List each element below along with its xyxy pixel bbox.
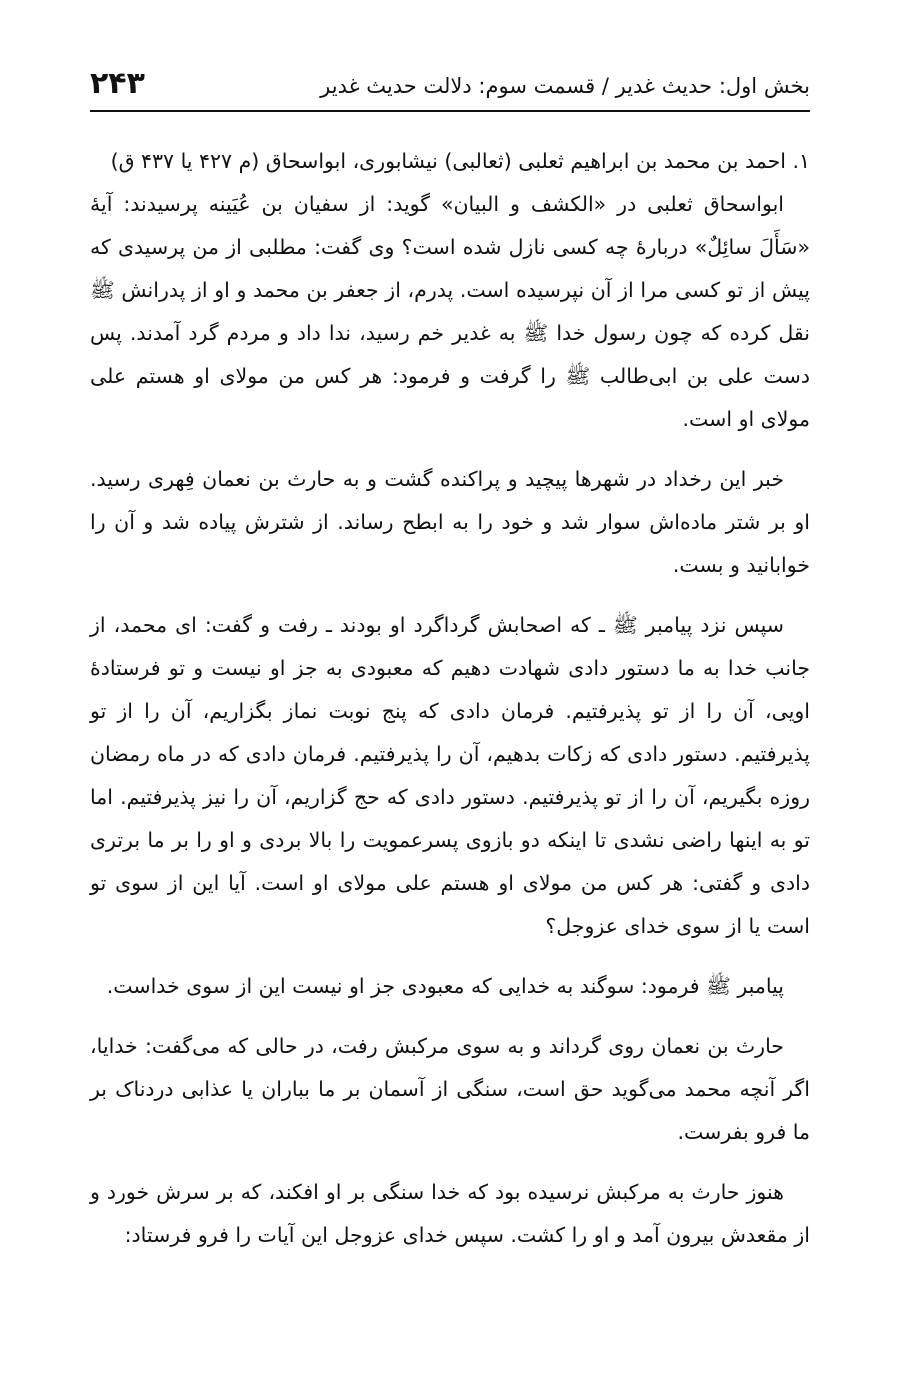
paragraph-1: ابواسحاق ثعلبی در «الکشف و البیان» گوید: از سفیان بن عُیَینه پرسیدند: آیهٔ «سَأَلَ سائِلٌ» دربارهٔ چه کسی نازل شده است؟ وی گفت: مطلبی از من پرسیدی که پیش از تو کسی مرا از آن نپرسیده است. پدرم، از جعفر بن محمد و او از پدرانش ﷺ نقل کرده که چون رسول خدا ﷺ به غدیر خم رسید، ندا داد و مردم گرد آمدند. پس دست علی بن ابی‌طالب ﷺ را گرفت و فرمود: هر کس من مولای او هستم علی مولای او است. bbox=[90, 192, 810, 431]
paragraph-2: خبر این رخداد در شهرها پیچید و پراکنده گشت و به حارث بن نعمان فِهری رسید. او بر شتر ماده‌اش سوار شد و خود را به ابطح رساند. از شترش پیاده شد و آن را خوابانید و بست. bbox=[90, 467, 810, 577]
paragraph-4: پیامبر ﷺ فرمود: سوگند به خدایی که معبودی جز او نیست این از سوی خداست. bbox=[106, 974, 784, 998]
header-title: بخش اول: حدیث غدیر / قسمت سوم: دلالت حدیث غدیر bbox=[320, 74, 810, 98]
paragraph-3: سپس نزد پیامبر ﷺ ـ که اصحابش گرداگرد او بودند ـ رفت و گفت: ای محمد، از جانب خدا به ما دستور دادی شهادت دهیم که معبودی به جز او نیست و تو فرستادهٔ اویی، آن را از تو پذیرفتیم. فرمان دادی که پنج نوبت نماز بگزاریم، آن را از تو پذیرفتیم. دستور دادی که زکات بدهیم، آن را پذیرفتیم. فرمان دادی که در ماه رمضان روزه بگیریم، آن را از تو پذیرفتیم. دستور دادی که حج گزاریم، آن را نیز پذیرفتیم. اما تو به اینها راضی نشدی تا اینکه دو بازوی پسرعمویت را بالا بردی و او را بر ما برتری دادی و گفتی: هر کس من مولای او هستم علی مولای او است. آیا این از سوی تو است یا از سوی خدای عزوجل؟ bbox=[90, 613, 810, 938]
page-body bbox=[90, 140, 810, 1274]
paragraph-5: حارث بن نعمان روی گرداند و به سوی مرکبش رفت، در حالی که می‌گفت: خدایا، اگر آنچه محمد می‌گوید حق است، سنگی از آسمان بر ما بباران یا عذابی دردناک بر ما فرو بفرست. bbox=[90, 1034, 810, 1144]
source-citation: ۱. احمد بن محمد بن ابراهیم ثعلبی (ثعالبی) نیشابوری، ابواسحاق (م ۴۲۷ یا ۴۳۷ ق) bbox=[110, 149, 810, 173]
running-header bbox=[90, 62, 810, 112]
page-number: ۲۴۳ bbox=[90, 66, 145, 101]
paragraph-6: هنوز حارث به مرکبش نرسیده بود که خدا سنگی بر او افکند، که بر سرش خورد و از مقعدش بیرون آمد و او را کشت. سپس خدای عزوجل این آیات را فرو فرستاد: bbox=[90, 1180, 810, 1247]
